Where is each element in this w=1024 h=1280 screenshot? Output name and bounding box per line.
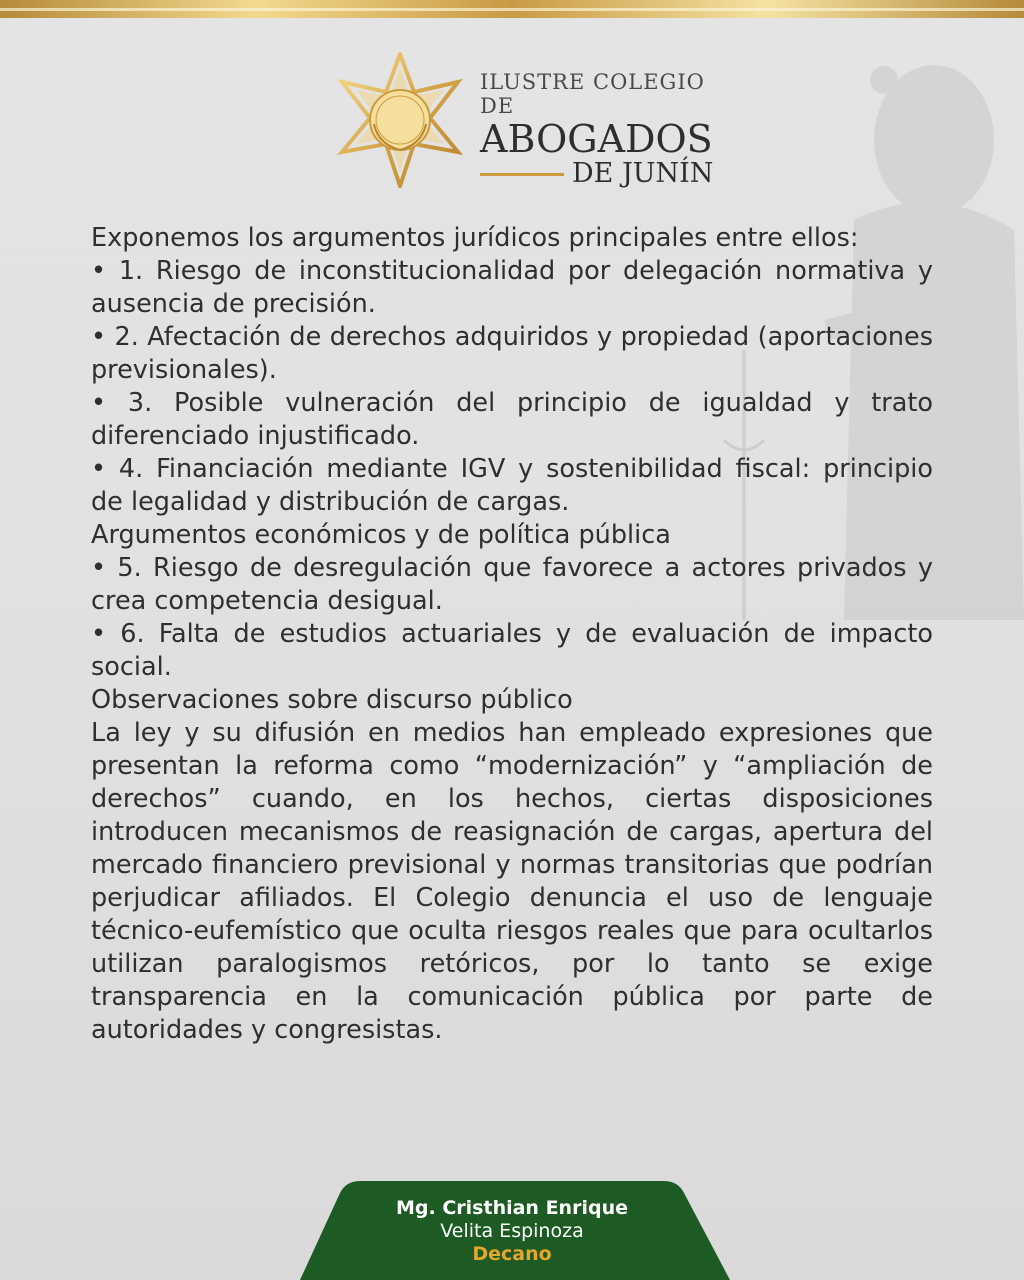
- star-emblem-icon: [330, 52, 470, 188]
- logo-title-line1: ILUSTRE COLEGIO DE: [480, 70, 705, 118]
- list-item: • 2. Afectación de derechos adquiridos y propiedad (aportaciones previsionales).: [91, 322, 933, 385]
- list-item: • 6. Falta de estudios actuariales y de evaluación de impacto social.: [91, 619, 933, 682]
- list-item: • 4. Financiación mediante IGV y sostenibilidad fiscal: principio de legalidad y distribución de cargas.: [91, 454, 933, 517]
- section-heading: Argumentos económicos y de política pública: [91, 520, 671, 550]
- top-gold-bar: [0, 0, 1024, 18]
- list-item: • 1. Riesgo de inconstitucionalidad por delegación normativa y ausencia de precisión.: [91, 256, 933, 319]
- list-item: • 5. Riesgo de desregulación que favorece a actores privados y crea competencia desigual.: [91, 553, 933, 616]
- closing-paragraph: La ley y su difusión en medios han empleado expresiones que presentan la reforma como “modernización” y “ampliación de derechos” cuando, en los hechos, ciertas disposiciones introducen mecanismos de reasignación de cargas, apertura del mercado financiero previsional y normas transitorias que podrían perjudicar afiliados. El Colegio denuncia el uso de lenguaje técnico-eufemístico que oculta riesgos reales que para ocultarlos utilizan paralogismos retóricos, por lo tanto se exige transparencia en la comunicación pública por parte de autoridades y congresistas.: [91, 718, 933, 1045]
- header-logo: [330, 52, 730, 192]
- intro-text: Exponemos los argumentos jurídicos principales entre ellos:: [91, 223, 859, 253]
- list-item: • 3. Posible vulneración del principio de igualdad y trato diferenciado injustificado.: [91, 388, 933, 451]
- signature-block: [300, 1181, 732, 1280]
- logo-divider: [480, 173, 564, 176]
- signatory-surname: Velita Espinoza: [440, 1220, 584, 1242]
- statement-body: [91, 222, 933, 1047]
- signatory-name: Mg. Cristhian Enrique: [396, 1197, 628, 1219]
- signatory-title: Decano: [472, 1243, 552, 1265]
- section-heading: Observaciones sobre discurso público: [91, 685, 573, 715]
- logo-title-line2: ABOGADOS: [480, 117, 713, 161]
- logo-title-line3: DE JUNÍN: [572, 158, 714, 189]
